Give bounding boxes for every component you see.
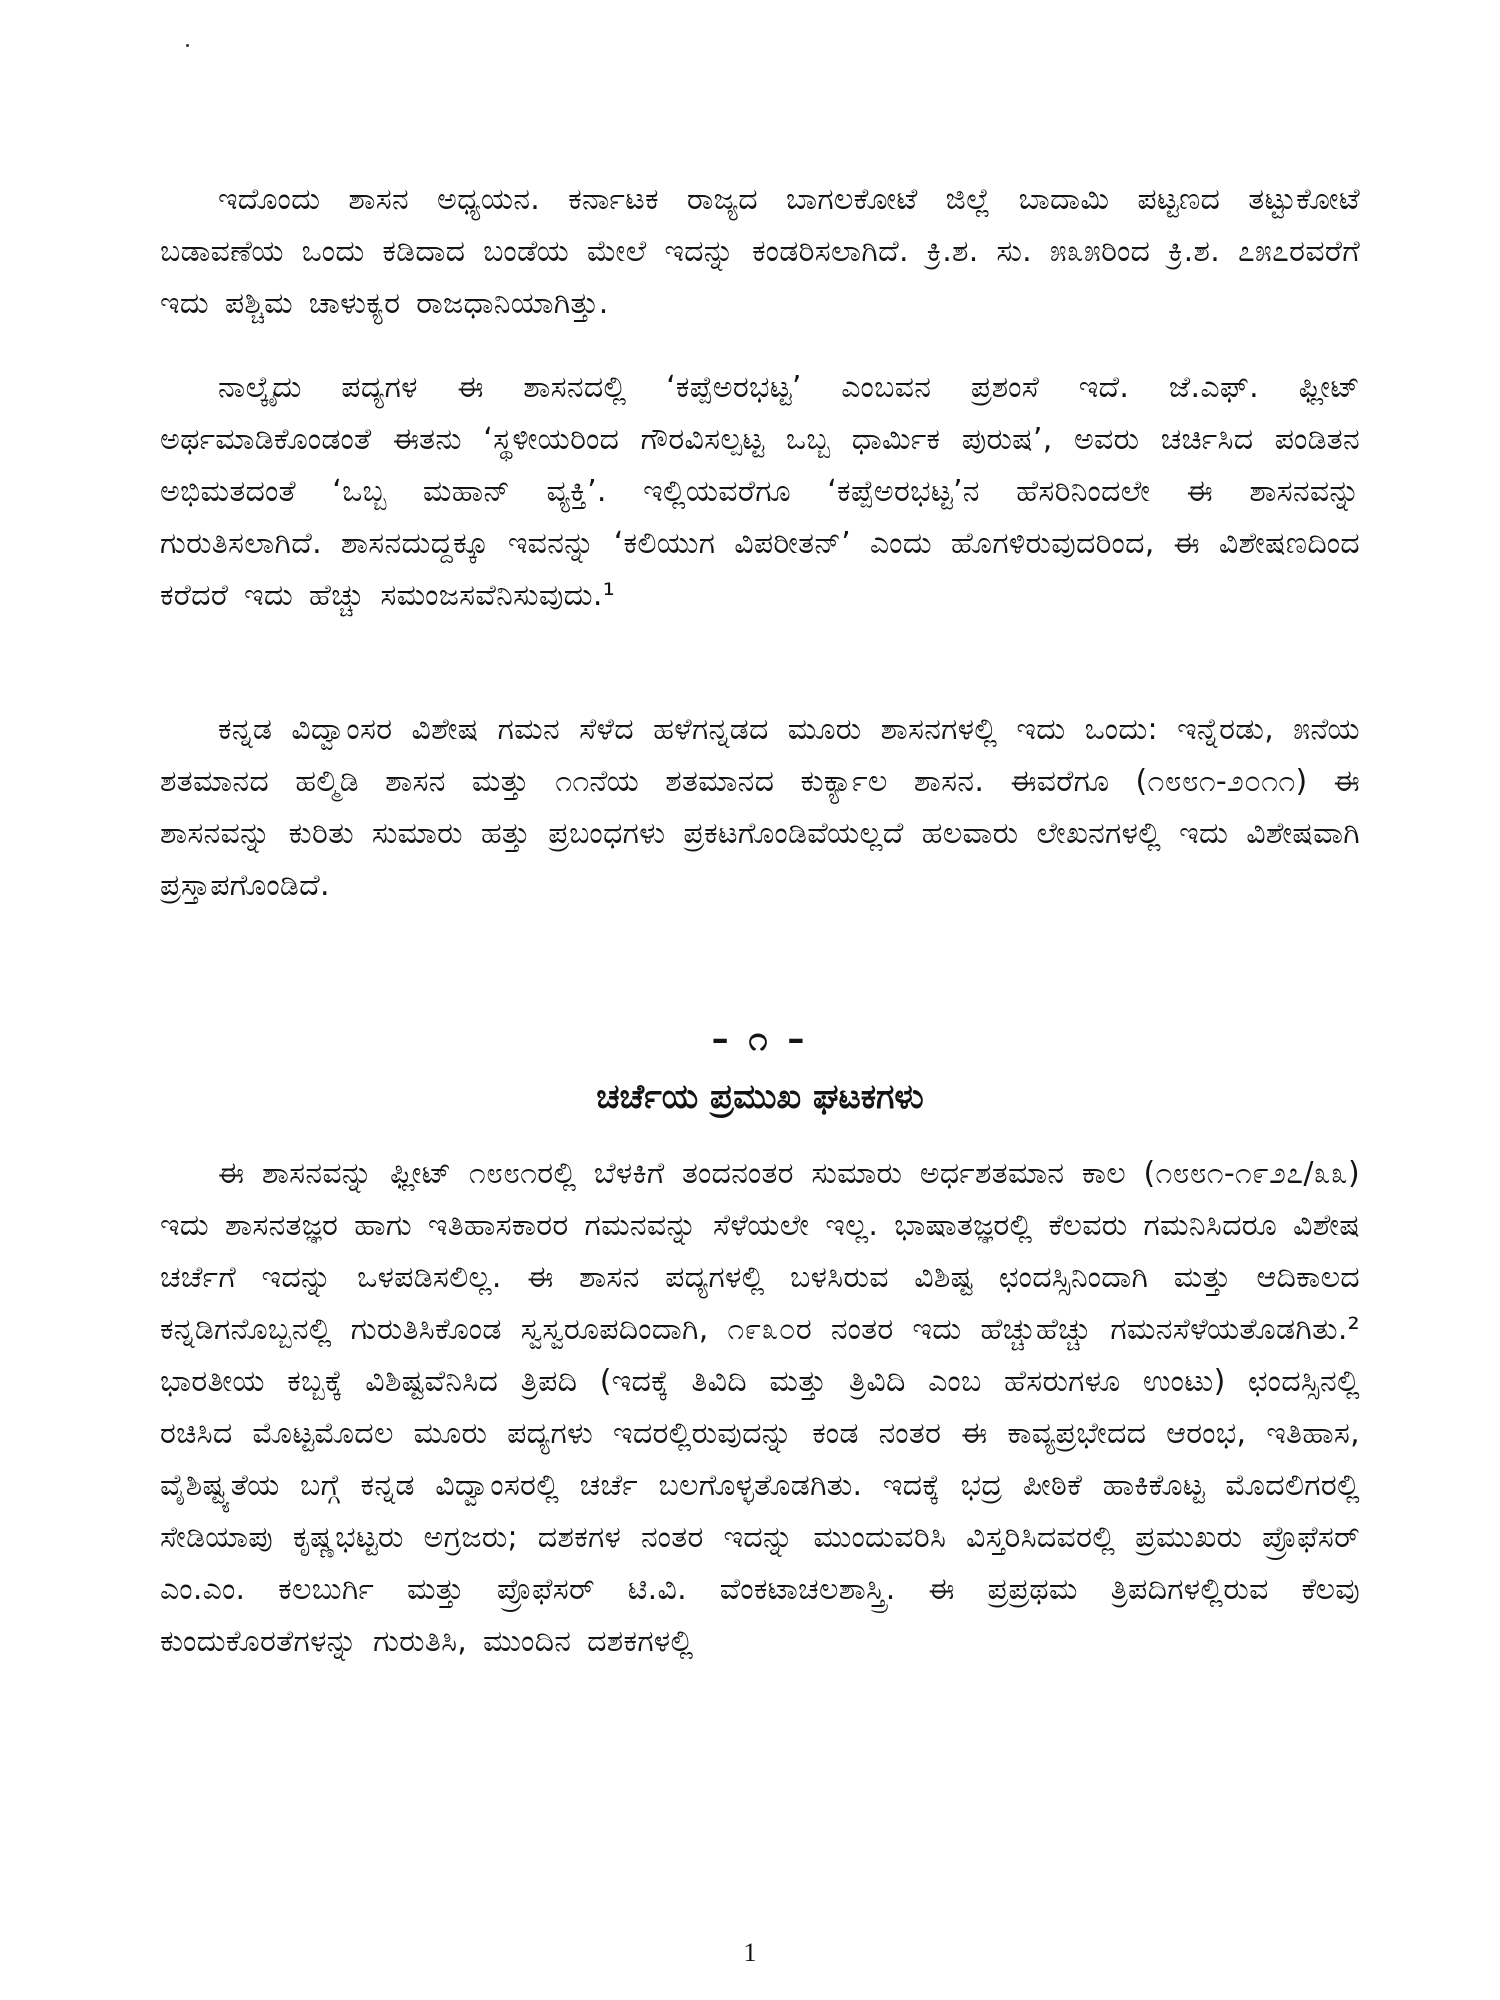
- history-paragraph: ಈ ಶಾಸನವನ್ನು ಫ್ಲೀಟ್ ೧೮೮೧ರಲ್ಲಿ ಬೆಳಕಿಗೆ ತಂದನಂತರ ಸುಮಾರು ಅರ್ಧಶತಮಾನ ಕಾಲ (೧೮೮೧-೧೯೨೭/೩೩) ಇದು ಶಾಸನತಜ್ಞರ ಹಾಗು ಇತಿಹಾಸಕಾರರ ಗಮನವನ್ನು ಸೆಳೆಯಲೇ ಇಲ್ಲ. ಭಾಷಾತಜ್ಞರಲ್ಲಿ ಕೆಲವರು ಗಮನಿಸಿದರೂ ವಿಶೇಷ ಚರ್ಚೆಗೆ ಇದನ್ನು ಒಳಪಡಿಸಲಿಲ್ಲ. ಈ ಶಾಸನ ಪದ್ಯಗಳಲ್ಲಿ ಬಳಸಿರುವ ವಿಶಿಷ್ಟ ಛಂದಸ್ಸಿನಿಂದಾಗಿ ಮತ್ತು ಆದಿಕಾಲದ ಕನ್ನಡಿಗನೊಬ್ಬನಲ್ಲಿ ಗುರುತಿಸಿಕೊಂಡ ಸ್ವಸ್ವರೂಪದಿಂದಾಗಿ, ೧೯೩೦ರ ನಂತರ ಇದು ಹೆಚ್ಚುಹೆಚ್ಚು ಗಮನಸೆಳೆಯತೊಡಗಿತು.² ಭಾರತೀಯ ಕಬ್ಬಕ್ಕೆ ವಿಶಿಷ್ಟವೆನಿಸಿದ ತ್ರಿಪದಿ (ಇದಕ್ಕೆ ತಿವಿದಿ ಮತ್ತು ತ್ರಿವಿದಿ ಎಂಬ ಹೆಸರುಗಳೂ ಉಂಟು) ಛಂದಸ್ಸಿನಲ್ಲಿ ರಚಿಸಿದ ಮೊಟ್ಟಮೊದಲ ಮೂರು ಪದ್ಯಗಳು ಇದರಲ್ಲಿರುವುದನ್ನು ಕಂಡ ನಂತರ ಈ ಕಾವ್ಯಪ್ರಭೇದದ ಆರಂಭ, ಇತಿಹಾಸ, ವೈಶಿಷ್ಟ್ಯತೆಯ ಬಗ್ಗೆ ಕನ್ನಡ ವಿದ್ವಾಂಸರಲ್ಲಿ ಚರ್ಚೆ ಬಲಗೊಳ್ಳತೊಡಗಿತು. ಇದಕ್ಕೆ ಭದ್ರ ಪೀಠಿಕೆ ಹಾಕಿಕೊಟ್ಟ ಮೊದಲಿಗರಲ್ಲಿ ಸೇಡಿಯಾಪು ಕೃಷ್ಣಭಟ್ಟರು ಅಗ್ರಜರು; ದಶಕಗಳ ನಂತರ ಇದನ್ನು ಮುಂದುವರಿಸಿ ವಿಸ್ತರಿಸಿದವರಲ್ಲಿ ಪ್ರಮುಖರು ಪ್ರೊಫೆಸರ್ ಎಂ.ಎಂ. ಕಲಬುರ್ಗಿ ಮತ್ತು ಪ್ರೊಫೆಸರ್ ಟಿ.ವಿ. ವೆಂಕಟಾಚಲಶಾಸ್ತ್ರಿ. ಈ ಪ್ರಪ್ರಥಮ ತ್ರಿಪದಿಗಳಲ್ಲಿರುವ ಕೆಲವು ಕುಂದುಕೊರತೆಗಳನ್ನು ಗುರುತಿಸಿ, ಮುಂದಿನ ದಶಕಗಳಲ್ಲಿ: [160, 1156, 1360, 1659]
- kappe-arabhatta-paragraph: ನಾಲ್ಕೈದು ಪದ್ಯಗಳ ಈ ಶಾಸನದಲ್ಲಿ ‘ಕಪ್ಪೆಅರಭಟ್ಟ’ ಎಂಬವನ ಪ್ರಶಂಸೆ ಇದೆ. ಜೆ.ಎಫ್. ಫ್ಲೀಟ್ ಅರ್ಥಮಾಡಿಕೊಂಡಂತೆ ಈತನು ‘ಸ್ಥಳೀಯರಿಂದ ಗೌರವಿಸಲ್ಪಟ್ಟ ಒಬ್ಬ ಧಾರ್ಮಿಕ ಪುರುಷ’, ಅವರು ಚರ್ಚಿಸಿದ ಪಂಡಿತನ ಅಭಿಮತದಂತೆ ‘ಒಬ್ಬ ಮಹಾನ್ ವ್ಯಕ್ತಿ’. ಇಲ್ಲಿಯವರೆಗೂ ‘ಕಪ್ಪೆಅರಭಟ್ಟ’ನ ಹೆಸರಿನಿಂದಲೇ ಈ ಶಾಸನವನ್ನು ಗುರುತಿಸಲಾಗಿದೆ. ಶಾಸನದುದ್ದಕ್ಕೂ ಇವನನ್ನು ‘ಕಲಿಯುಗ ವಿಪರೀತನ್’ ಎಂದು ಹೊಗಳಿರುವುದರಿಂದ, ಈ ವಿಶೇಷಣದಿಂದ ಕರೆದರೆ ಇದು ಹೆಚ್ಚು ಸಮಂಜಸವೆನಿಸುವುದು.¹: [160, 370, 1360, 613]
- scholarship-paragraph: ಕನ್ನಡ ವಿದ್ವಾಂಸರ ವಿಶೇಷ ಗಮನ ಸೆಳೆದ ಹಳೆಗನ್ನಡದ ಮೂರು ಶಾಸನಗಳಲ್ಲಿ ಇದು ಒಂದು: ಇನ್ನೆರಡು, ೫ನೆಯ ಶತಮಾನದ ಹಲ್ಮಿಡಿ ಶಾಸನ ಮತ್ತು ೧೧ನೆಯ ಶತಮಾನದ ಕುರ್ಕ್ಯಾಲ ಶಾಸನ. ಈವರೆಗೂ (೧೮೮೧-೨೦೧೧) ಈ ಶಾಸನವನ್ನು ಕುರಿತು ಸುಮಾರು ಹತ್ತು ಪ್ರಬಂಧಗಳು ಪ್ರಕಟಗೊಂಡಿವೆಯಲ್ಲದೆ ಹಲವಾರು ಲೇಖನಗಳಲ್ಲಿ ಇದು ವಿಶೇಷವಾಗಿ ಪ್ರಸ್ತಾಪಗೊಂಡಿದೆ.: [160, 712, 1360, 903]
- intro-paragraph: ಇದೊಂದು ಶಾಸನ ಅಧ್ಯಯನ. ಕರ್ನಾಟಕ ರಾಜ್ಯದ ಬಾಗಲಕೋಟೆ ಜಿಲ್ಲೆ ಬಾದಾಮಿ ಪಟ್ಟಣದ ತಟ್ಟುಕೋಟೆ ಬಡಾವಣೆಯ ಒಂದು ಕಡಿದಾದ ಬಂಡೆಯ ಮೇಲೆ ಇದನ್ನು ಕಂಡರಿಸಲಾಗಿದೆ. ಕ್ರಿ.ಶ. ಸು. ೫೩೫ರಿಂದ ಕ್ರಿ.ಶ. ೭೫೭ರವರೆಗೆ ಇದು ಪಶ್ಚಿಮ ಚಾಳುಕ್ಯರ ರಾಜಧಾನಿಯಾಗಿತ್ತು.: [160, 182, 1360, 321]
- scan-speck: [186, 44, 189, 47]
- section-number: – ೧ –: [711, 1019, 809, 1059]
- page-number: 1: [743, 1938, 757, 1967]
- section-title: ಚರ್ಚೆಯ ಪ್ರಮುಖ ಘಟಕಗಳು: [596, 1077, 924, 1117]
